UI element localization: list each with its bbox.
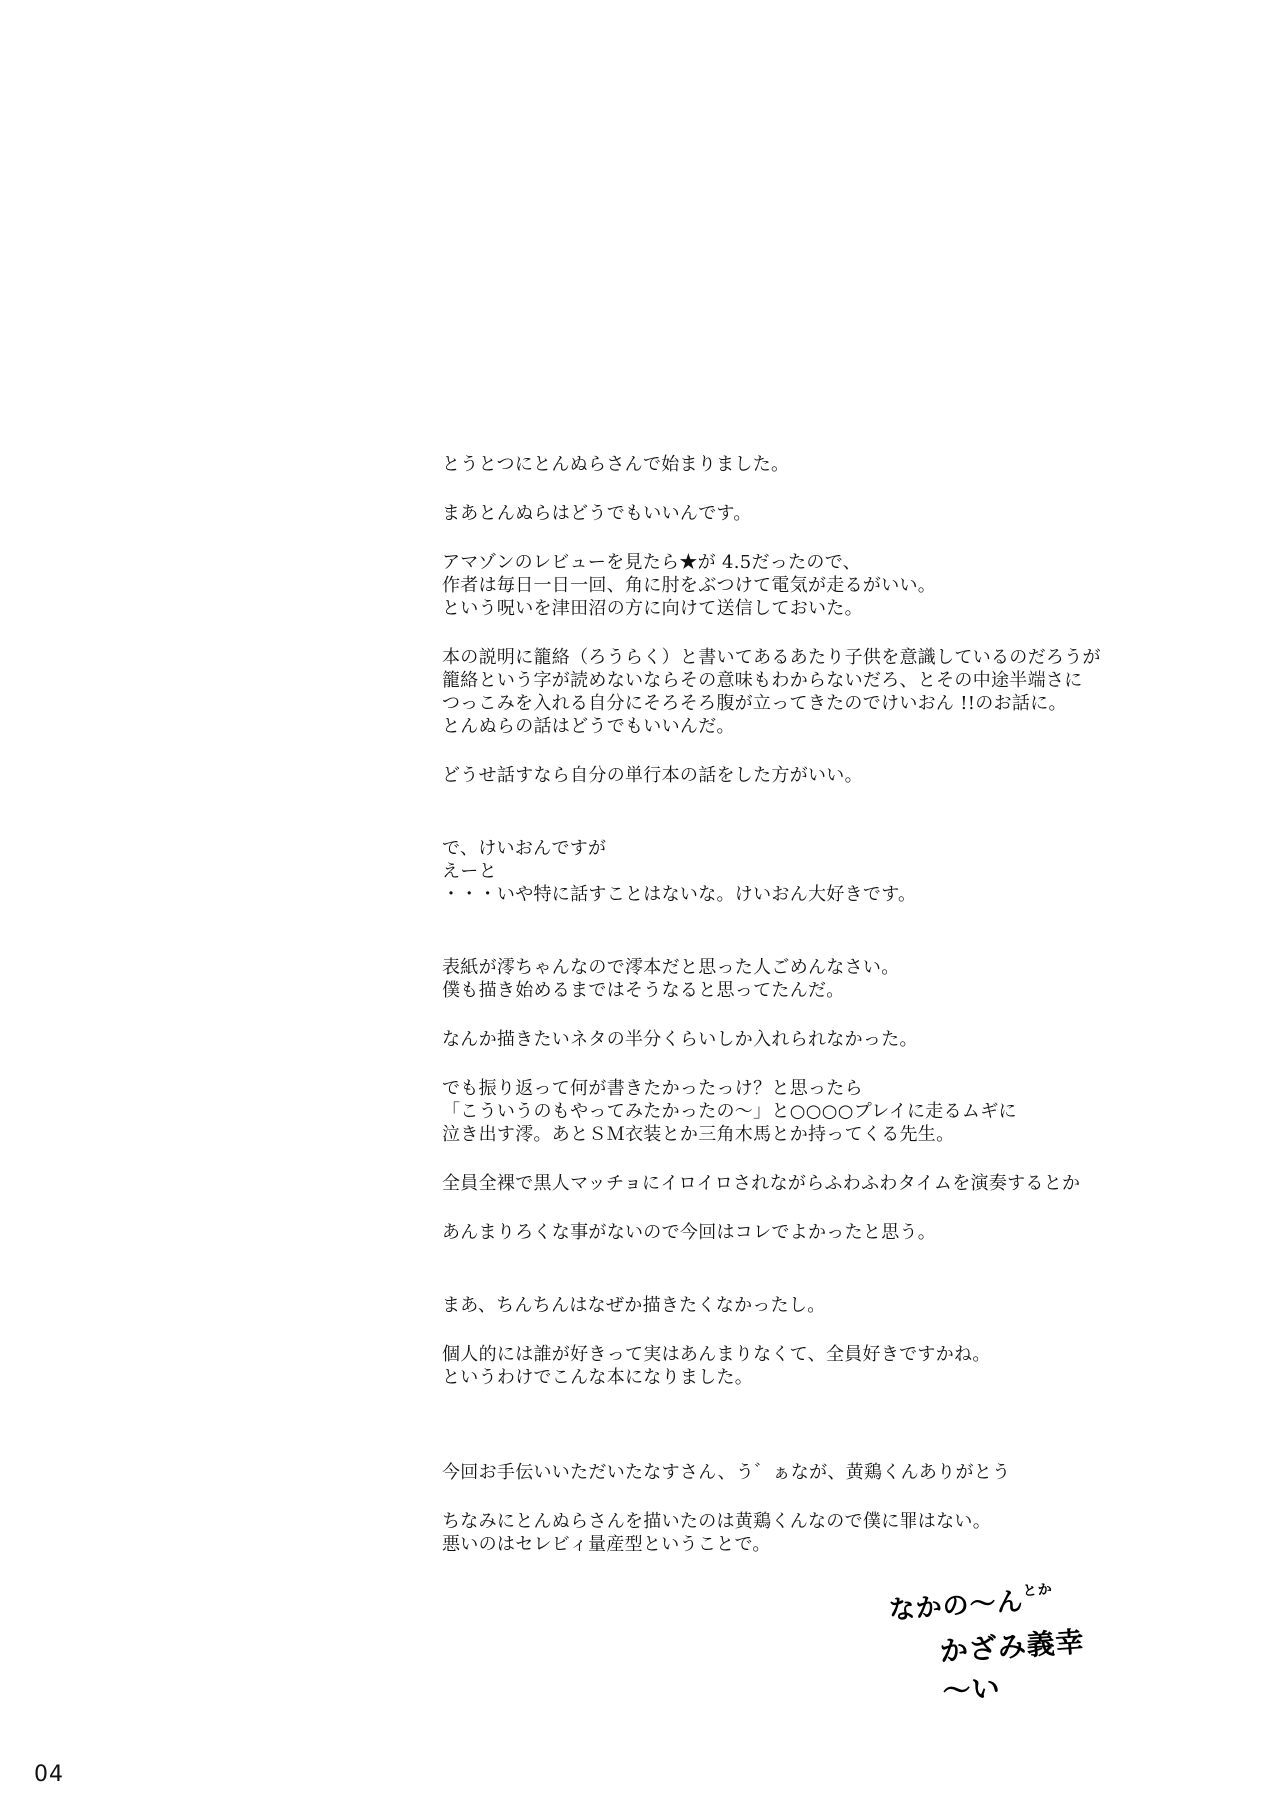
page-number: 04 [34, 1762, 64, 1787]
paragraph [442, 1172, 1162, 1195]
text-line: あんまりろくな事がないので今回はコレでよかったと思う。 [442, 1222, 937, 1243]
paragraph [442, 1461, 1162, 1484]
text-line: なんか描きたいネタの半分くらいしか入れられなかった。 [442, 1029, 918, 1050]
text-line: という呪いを津田沼の方に向けて送信しておいた。 [442, 598, 863, 619]
text-line: 「こういうのもやってみたかったの～」と○○○○プレイに走るムギに [442, 1101, 1017, 1122]
text-line: 全員全裸で黒人マッチョにイロイロされながらふわふわタイムを演奏するとか [442, 1173, 1081, 1194]
paragraph [442, 1028, 1162, 1051]
paragraph [442, 1510, 1162, 1556]
text-line: 籠絡という字が読めないならその意味もわからないだろ、とその中途半端さに [442, 670, 1083, 691]
text-line: でも振り返って何が書きたかったっけ？と思ったら [442, 1078, 863, 1099]
text-line: どうせ話すなら自分の単行本の話をした方がいい。 [442, 765, 863, 786]
paragraph [442, 551, 1162, 620]
text-line: 悪いのはセレビィ量産型ということで。 [442, 1534, 771, 1555]
text-line: というわけでこんな本になりました。 [442, 1367, 754, 1388]
signature-name: なかの～ん [887, 1586, 1025, 1627]
paragraph [442, 1343, 1162, 1389]
paragraph [442, 764, 1162, 787]
paragraph [442, 1221, 1162, 1244]
paragraph [442, 646, 1162, 738]
paragraph [442, 956, 1162, 1002]
handwritten-signature [887, 1581, 1110, 1709]
paragraph [442, 837, 1162, 906]
text-line: ・・・いや特に話すことはないな。けいおん大好きです。 [442, 884, 917, 905]
signature-line: かざみ義幸～い [938, 1625, 1086, 1709]
text-line: 表紙が澪ちゃんなので澪本だと思った人ごめんなさい。 [442, 957, 900, 978]
paragraph [442, 1294, 1162, 1317]
paragraph [442, 453, 1162, 476]
text-line: 本の説明に籠絡（ろうらく）と書いてあるあたり子供を意識しているのだろうが [442, 647, 1101, 668]
text-line: 泣き出す澪。あとＳＭ衣装とか三角木馬とか持ってくる先生。 [442, 1124, 955, 1145]
paragraph [442, 1077, 1162, 1146]
afterword-text [442, 453, 1162, 1556]
text-line: 僕も描き始めるまではそうなると思ってたんだ。 [442, 980, 845, 1001]
text-line: で、けいおんですが [442, 838, 607, 859]
signature-particle: とか [1022, 1581, 1054, 1600]
text-line: えーと [442, 861, 497, 882]
text-line: 作者は毎日一日一回、角に肘をぶつけて電気が走るがいい。 [442, 575, 937, 596]
text-line: まあとんぬらはどうでもいいんです。 [442, 503, 752, 524]
text-line: まあ、ちんちんはなぜか描きたくなかったし。 [442, 1295, 826, 1316]
text-line: 個人的には誰が好きって実はあんまりなくて、全員好きですかね。 [442, 1344, 991, 1365]
text-line: アマゾンのレビューを見たら★が 4.5だったので、 [442, 552, 861, 573]
paragraph [442, 502, 1162, 525]
text-line: ちなみにとんぬらさんを描いたのは黄鶏くんなので僕に罪はない。 [442, 1511, 991, 1532]
text-line: とんぬらの話はどうでもいいんだ。 [442, 716, 735, 737]
text-line: とうとつにとんぬらさんで始まりました。 [442, 454, 790, 475]
text-line: 今回お手伝いいただいたなすさん、う゛ぁなが、黄鶏くんありがとう [442, 1462, 1011, 1483]
signature-line [887, 1579, 1054, 1627]
text-line: つっこみを入れる自分にそろそろ腹が立ってきたのでけいおん !!のお話に。 [442, 693, 1067, 714]
